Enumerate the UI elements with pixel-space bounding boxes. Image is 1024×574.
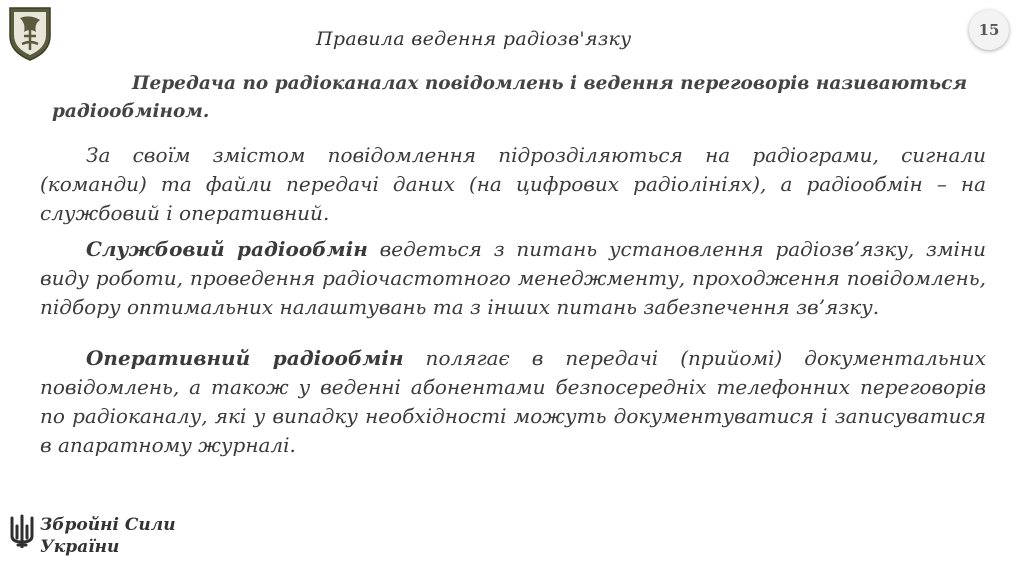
paragraph-text: ведеться з питань установлення радіозв’язку, зміни виду роботи, проведення радіочастотного менеджменту, проходження повідомлень, підбору оптимальних налаштувань та з інших питань забезпечення зв’язку. (40, 237, 987, 319)
term-service-exchange: Службовий радіообмін (86, 237, 368, 261)
term-operational-exchange: Оперативний радіообмін (86, 346, 404, 370)
paragraph-text: За своїм змістом повідомлення підрозділяються на радіограми, сигнали (команди) та файли передачі даних (на цифрових радіолініях), а радіообмін – на службовий і оперативний. (40, 143, 986, 225)
paragraph-service-exchange (40, 235, 986, 322)
footer-org-name (40, 514, 176, 558)
slide-title: Правила ведення радіозв'язку (316, 28, 632, 50)
trident-icon (8, 514, 36, 548)
intro-text: Передача по радіоканалах повідомлень і ведення переговорів називаються радіообміном. (52, 73, 968, 122)
paragraph-message-types (40, 141, 986, 228)
paragraph-operational-exchange (40, 344, 986, 460)
footer-line-2: України (40, 537, 120, 557)
intro-paragraph (52, 70, 982, 126)
military-emblem-icon (6, 6, 54, 62)
footer-line-1: Збройні Сили (40, 515, 176, 535)
page-number: 15 (969, 10, 1009, 50)
paragraph-text: полягає в передачі (прийомі) документальних повідомлень, а також у веденні абонентами безпосередніх телефонних переговорів по радіоканалу, які у випадку необхідності можуть документуватися і записуватися в апаратному журналі. (40, 346, 986, 457)
